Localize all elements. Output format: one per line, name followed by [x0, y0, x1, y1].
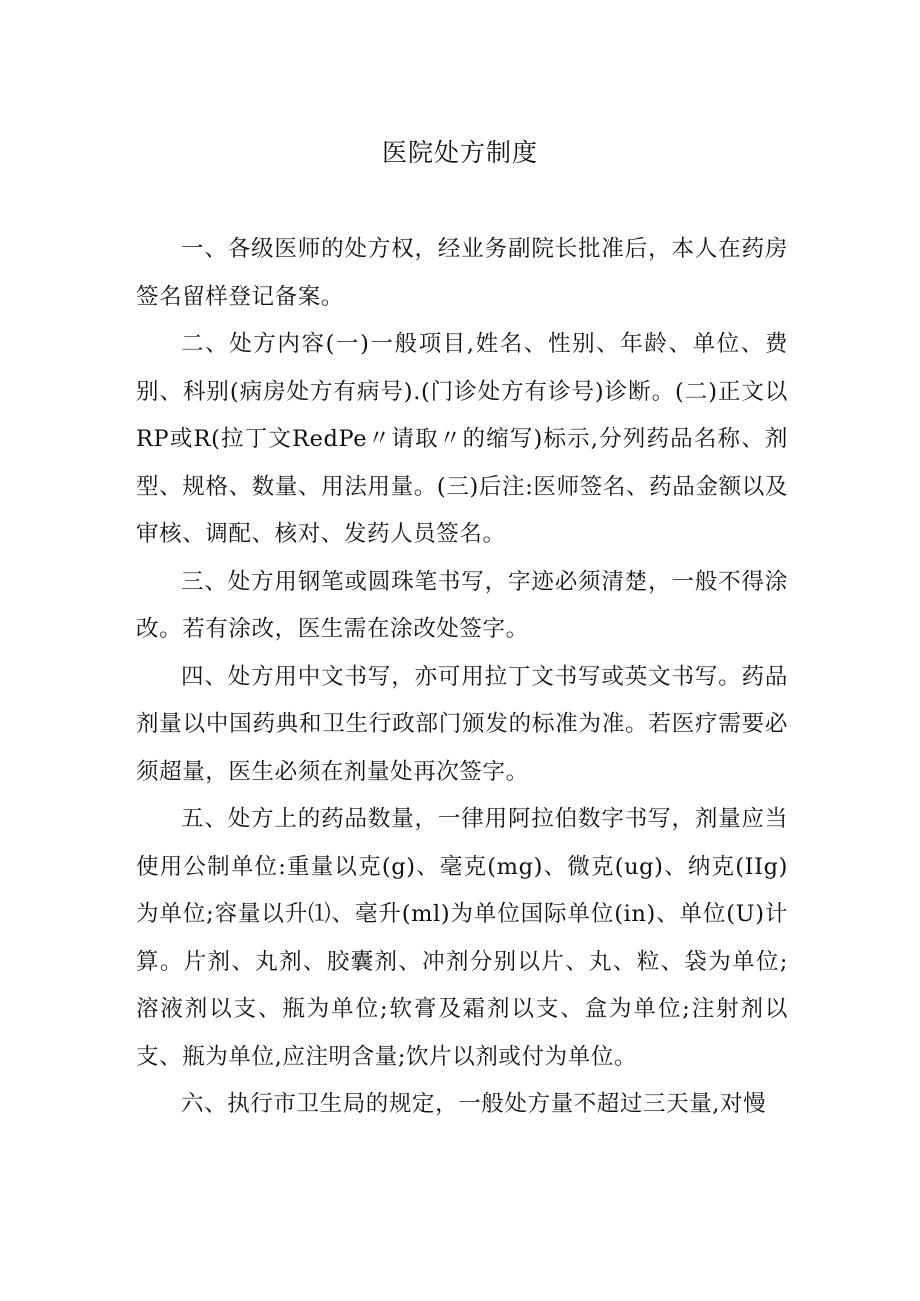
paragraph-6: 六、执行市卫生局的规定，一般处方量不超过三天量,对慢	[181, 1091, 767, 1117]
paragraph-3: 三、处方用钢笔或圆珠笔书写，字迹必须清楚，一般不得涂改。若有涂改，医生需在涂改处签字。	[136, 568, 788, 642]
paragraph-2: 二、处方内容(一)一般项目,姓名、性别、年龄、单位、费别、科别(病房处方有病号).(门诊处方有诊号)诊断。(二)正文以RP或R(拉丁文RedPe〃请取〃的缩写)标示,分列药品名称、剂型、规格、数量、用法用量。(三)后注:医师签名、药品金额以及审核、调配、核对、发药人员签名。	[136, 331, 788, 547]
document-title: 医院处方制度	[381, 138, 538, 167]
paragraph-4: 四、处方用中文书写，亦可用拉丁文书写或英文书写。药品剂量以中国药典和卫生行政部门颁发的标准为准。若医疗需要必须超量，医生必须在剂量处再次签字。	[136, 663, 788, 785]
paragraph-5: 五、处方上的药品数量，一律用阿拉伯数字书写，剂量应当使用公制单位:重量以克(g)、毫克(mg)、微克(ug)、纳克(IIg)为单位;容量以升⑴、毫升(ml)为单位国际单位(in)、单位(U)计算。片剂、丸剂、胶囊剂、冲剂分别以片、丸、粒、袋为单位;溶液剂以支、瓶为单位;软膏及霜剂以支、盒为单位;注射剂以支、瓶为单位,应注明含量;饮片以剂或付为单位。	[136, 806, 788, 1070]
document-body	[136, 226, 788, 1129]
paragraph-1: 一、各级医师的处方权，经业务副院长批准后，本人在药房签名留样登记备案。	[136, 236, 788, 310]
